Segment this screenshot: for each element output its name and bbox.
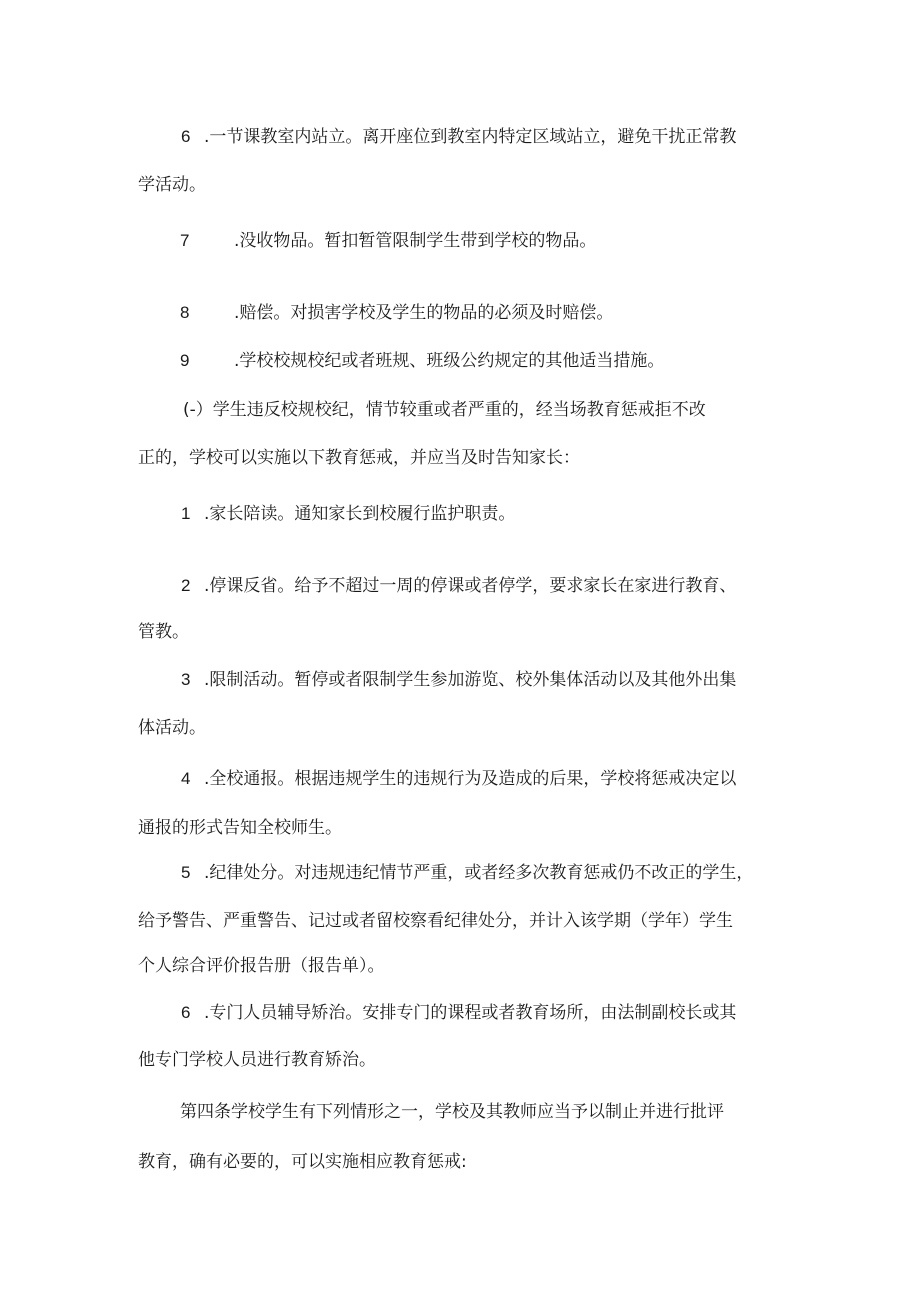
item-text: 学活动。 [138,175,206,195]
article-text: 第四条学校学生有下列情形之一，学校及其教师应当予以制止并进行批评 [180,1102,724,1122]
item-number: 1 [181,504,191,523]
item-text: .纪律处分。对违规违纪情节严重，或者经多次教育惩戒仍不改正的学生， [204,863,754,883]
item-text: .限制活动。暂停或者限制学生参加游览、校外集体活动以及其他外出集 [204,670,737,690]
item-text: 个人综合评价报告册（报告单）。 [138,956,385,976]
item-text: 通报的形式告知全校师生。 [138,818,342,838]
section-text: 正的，学校可以实施以下教育惩戒，并应当及时告知家长： [138,448,580,468]
item-text: .专门人员辅导矫治。安排专门的课程或者教育场所，由法制副校长或其 [204,1003,737,1023]
item-text: .一节课教室内站立。离开座位到教室内特定区域站立，避免干扰正常教 [204,127,737,147]
item-text: .停课反省。给予不超过一周的停课或者停学，要求家长在家进行教育、 [204,576,737,596]
item-number: 2 [181,576,191,595]
item-text: .没收物品。暂扣暂管限制学生带到学校的物品。 [234,231,597,251]
item-text: 体活动。 [138,718,206,738]
item-text: 他专门学校人员进行教育矫治。 [138,1050,376,1070]
item-text: .全校通报。根据违规学生的违规行为及造成的后果，学校将惩戒决定以 [204,769,737,789]
item-number: 3 [181,670,191,689]
item-number: 8 [180,303,190,322]
section-text: (-）学生违反校规校纪，情节较重或者严重的，经当场教育惩戒拒不改 [183,400,706,420]
item-number: 4 [181,769,191,788]
item-text: 给予警告、严重警告、记过或者留校察看纪律处分，并计入该学期（学年）学生 [138,911,733,931]
item-text: 管教。 [138,622,189,642]
item-number: 6 [181,127,191,146]
item-text: .家长陪读。通知家长到校履行监护职责。 [204,504,516,524]
item-number: 7 [180,231,190,250]
item-number: 9 [180,351,190,370]
article-text: 教育，确有必要的，可以实施相应教育惩戒: [138,1152,467,1172]
item-text: .赔偿。对损害学校及学生的物品的必须及时赔偿。 [234,303,614,323]
item-text: .学校校规校纪或者班规、班级公约规定的其他适当措施。 [234,351,665,371]
item-number: 6 [181,1003,191,1022]
item-number: 5 [181,863,191,882]
